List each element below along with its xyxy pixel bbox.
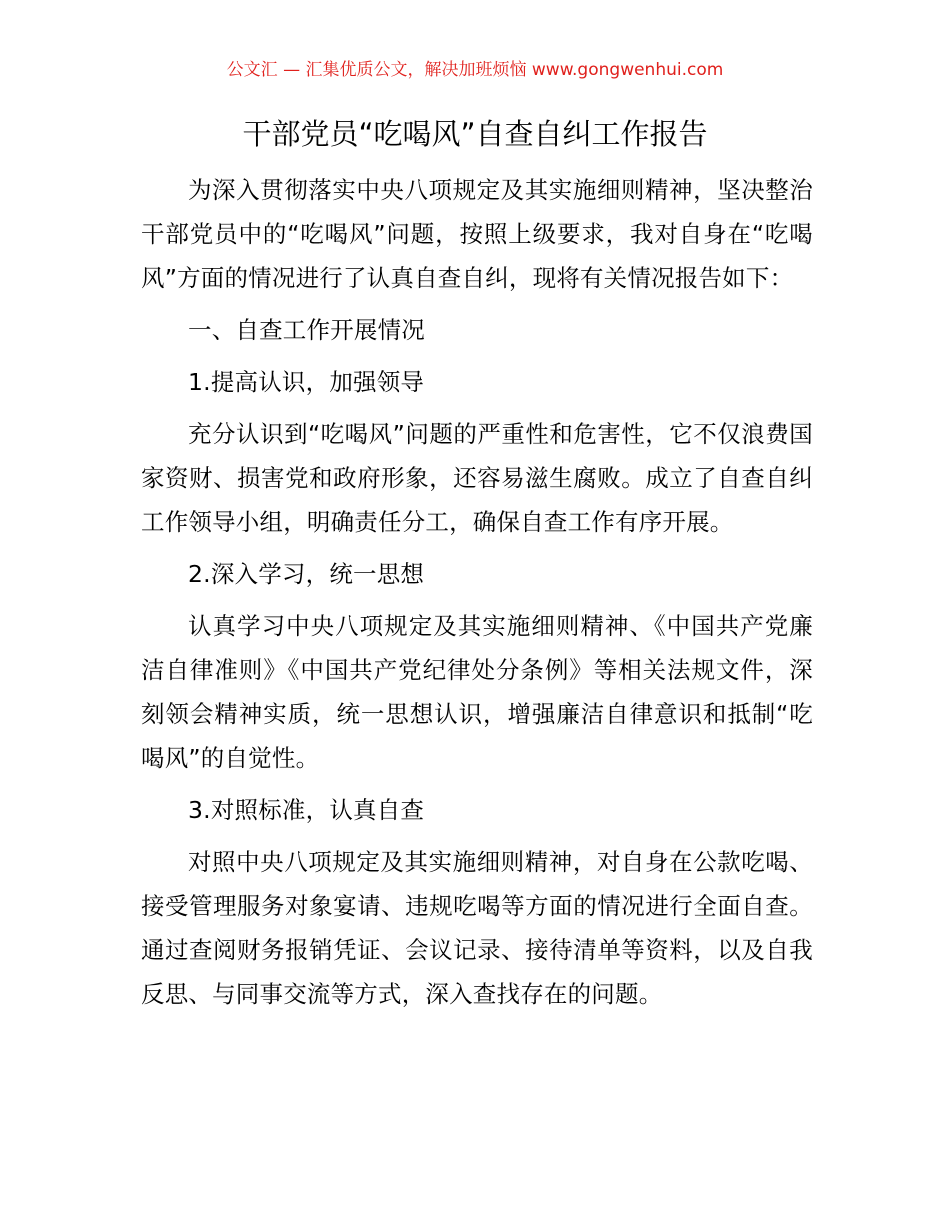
section-heading-1: 一、自查工作开展情况 — [188, 316, 425, 344]
subheading-2: 2.深入学习，统一思想 — [188, 560, 425, 588]
subheading-3: 3.对照标准，认真自查 — [188, 796, 425, 824]
document-body — [141, 168, 813, 1024]
subheading-1: 1.提高认识，加强领导 — [188, 368, 425, 396]
header-banner: 公文汇 — 汇集优质公文，解决加班烦恼 www.gongwenhui.com — [226, 60, 724, 80]
document-title: 干部党员“吃喝风”自查自纠工作报告 — [242, 117, 708, 151]
paragraph: 充分认识到“吃喝风”问题的严重性和危害性，它不仅浪费国家资财、损害党和政府形象，还容易滋生腐败。成立了自查自纠工作领导小组，明确责任分工，确保自查工作有序开展。 — [141, 420, 813, 536]
paragraph-intro: 为深入贯彻落实中央八项规定及其实施细则精神，坚决整治干部党员中的“吃喝风”问题，按照上级要求，我对自身在“吃喝风”方面的情况进行了认真自查自纠，现将有关情况报告如下： — [141, 176, 813, 292]
paragraph: 对照中央八项规定及其实施细则精神，对自身在公款吃喝、接受管理服务对象宴请、违规吃喝等方面的情况进行全面自查。通过查阅财务报销凭证、会议记录、接待清单等资料，以及自我反思、与同事交流等方式，深入查找存在的问题。 — [141, 848, 813, 1008]
paragraph: 认真学习中央八项规定及其实施细则精神、《中国共产党廉洁自律准则》《中国共产党纪律处分条例》等相关法规文件，深刻领会精神实质，统一思想认识，增强廉洁自律意识和抵制“吃喝风”的自觉性。 — [141, 612, 813, 772]
